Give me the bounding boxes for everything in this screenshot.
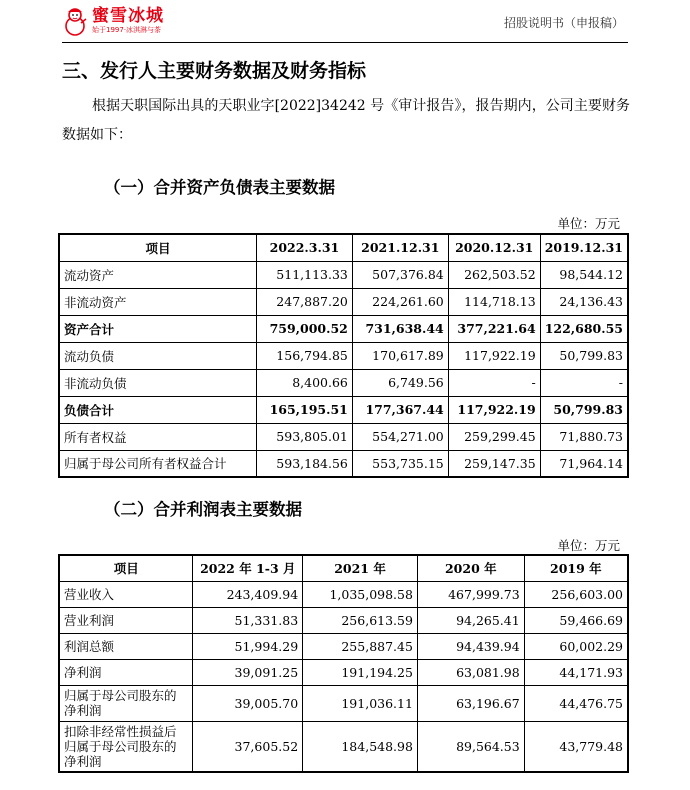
column-header: 2019 年: [524, 555, 628, 581]
income-statement-unit: 单位：万元: [557, 538, 620, 553]
row-label: 非流动资产: [59, 288, 257, 315]
cell-value: 50,799.83: [540, 396, 628, 423]
table-row: [59, 581, 628, 607]
cell-value: 117,922.19: [448, 342, 540, 369]
document-type-label: 招股说明书（申报稿）: [503, 16, 624, 30]
table-row: [59, 369, 628, 396]
cell-value: 94,265.41: [417, 607, 524, 633]
table-row: [59, 721, 628, 772]
table-header-row: [59, 234, 628, 261]
company-logo: [62, 6, 164, 36]
cell-value: 44,476.75: [524, 685, 628, 721]
column-header: 2022 年 1-3 月: [193, 555, 303, 581]
table-row: [59, 450, 628, 477]
balance-sheet-title: （一）合并资产负债表主要数据: [104, 178, 335, 197]
section-title: 三、发行人主要财务数据及财务指标: [62, 60, 367, 82]
cell-value: 114,718.13: [448, 288, 540, 315]
cell-value: 191,036.11: [303, 685, 418, 721]
column-header: 项目: [59, 234, 257, 261]
income-statement-title: （二）合并利润表主要数据: [104, 500, 302, 519]
cell-value: 71,880.73: [540, 423, 628, 450]
cell-value: 122,680.55: [540, 315, 628, 342]
cell-value: 243,409.94: [193, 581, 303, 607]
table-row: [59, 659, 628, 685]
cell-value: 44,171.93: [524, 659, 628, 685]
cell-value: 191,194.25: [303, 659, 418, 685]
row-label: 归属于母公司股东的净利润: [59, 685, 193, 721]
table-row: [59, 288, 628, 315]
cell-value: 50,799.83: [540, 342, 628, 369]
page-header: [0, 0, 690, 44]
cell-value: 511,113.33: [257, 261, 353, 288]
cell-value: 256,603.00: [524, 581, 628, 607]
table-row: [59, 423, 628, 450]
cell-value: 554,271.00: [352, 423, 448, 450]
cell-value: 247,887.20: [257, 288, 353, 315]
cell-value: 117,922.19: [448, 396, 540, 423]
brand-slogan: 始于1997·冰淇淋与茶: [92, 26, 162, 34]
cell-value: 71,964.14: [540, 450, 628, 477]
cell-value: 1,035,098.58: [303, 581, 418, 607]
balance-sheet-unit: 单位：万元: [557, 216, 620, 231]
cell-value: 51,331.83: [193, 607, 303, 633]
row-label: 归属于母公司所有者权益合计: [59, 450, 257, 477]
cell-value: 259,147.35: [448, 450, 540, 477]
column-header: 项目: [59, 555, 193, 581]
cell-value: 731,638.44: [352, 315, 448, 342]
column-header: 2019.12.31: [540, 234, 628, 261]
row-label: 营业利润: [59, 607, 193, 633]
row-label: 流动资产: [59, 261, 257, 288]
cell-value: 59,466.69: [524, 607, 628, 633]
column-header: 2021 年: [303, 555, 418, 581]
cell-value: 156,794.85: [257, 342, 353, 369]
cell-value: 170,617.89: [352, 342, 448, 369]
table-row: [59, 685, 628, 721]
column-header: 2020 年: [417, 555, 524, 581]
table-row: [59, 261, 628, 288]
cell-value: 94,439.94: [417, 633, 524, 659]
cell-value: 177,367.44: [352, 396, 448, 423]
row-label: 负债合计: [59, 396, 257, 423]
cell-value: 24,136.43: [540, 288, 628, 315]
cell-value: 98,544.12: [540, 261, 628, 288]
table-header-row: [59, 555, 628, 581]
row-label: 净利润: [59, 659, 193, 685]
column-header: 2020.12.31: [448, 234, 540, 261]
table-row-total: [59, 315, 628, 342]
cell-value: 507,376.84: [352, 261, 448, 288]
cell-value: 553,735.15: [352, 450, 448, 477]
row-label: 流动负债: [59, 342, 257, 369]
row-label: 营业收入: [59, 581, 193, 607]
cell-value: -: [448, 369, 540, 396]
brand-name: 蜜雪冰城: [92, 6, 164, 26]
row-label: 所有者权益: [59, 423, 257, 450]
header-divider: [62, 42, 628, 43]
cell-value: 39,091.25: [193, 659, 303, 685]
cell-value: 51,994.29: [193, 633, 303, 659]
row-label: 扣除非经常性损益后归属于母公司股东的净利润: [59, 721, 193, 772]
snowman-mascot-icon: [62, 6, 88, 36]
cell-value: 262,503.52: [448, 261, 540, 288]
cell-value: 259,299.45: [448, 423, 540, 450]
cell-value: 39,005.70: [193, 685, 303, 721]
cell-value: 63,081.98: [417, 659, 524, 685]
cell-value: 224,261.60: [352, 288, 448, 315]
column-header: 2022.3.31: [257, 234, 353, 261]
cell-value: 593,805.01: [257, 423, 353, 450]
table-row: [59, 633, 628, 659]
cell-value: 377,221.64: [448, 315, 540, 342]
cell-value: 6,749.56: [352, 369, 448, 396]
cell-value: 184,548.98: [303, 721, 418, 772]
table-row-total: [59, 396, 628, 423]
row-label: 利润总额: [59, 633, 193, 659]
cell-value: 8,400.66: [257, 369, 353, 396]
row-label: 非流动负债: [59, 369, 257, 396]
cell-value: 43,779.48: [524, 721, 628, 772]
cell-value: 165,195.51: [257, 396, 353, 423]
cell-value: 37,605.52: [193, 721, 303, 772]
income-statement-table: [58, 554, 629, 773]
table-row: [59, 607, 628, 633]
cell-value: 255,887.45: [303, 633, 418, 659]
balance-sheet-table: [58, 233, 629, 478]
cell-value: 256,613.59: [303, 607, 418, 633]
cell-value: 89,564.53: [417, 721, 524, 772]
cell-value: 593,184.56: [257, 450, 353, 477]
cell-value: 60,002.29: [524, 633, 628, 659]
row-label: 资产合计: [59, 315, 257, 342]
cell-value: 467,999.73: [417, 581, 524, 607]
cell-value: 63,196.67: [417, 685, 524, 721]
cell-value: 759,000.52: [257, 315, 353, 342]
cell-value: -: [540, 369, 628, 396]
table-row: [59, 342, 628, 369]
column-header: 2021.12.31: [352, 234, 448, 261]
intro-paragraph: 根据天职国际出具的天职业字[2022]34242 号《审计报告》，报告期内，公司主要财务数据如下：: [62, 98, 630, 143]
